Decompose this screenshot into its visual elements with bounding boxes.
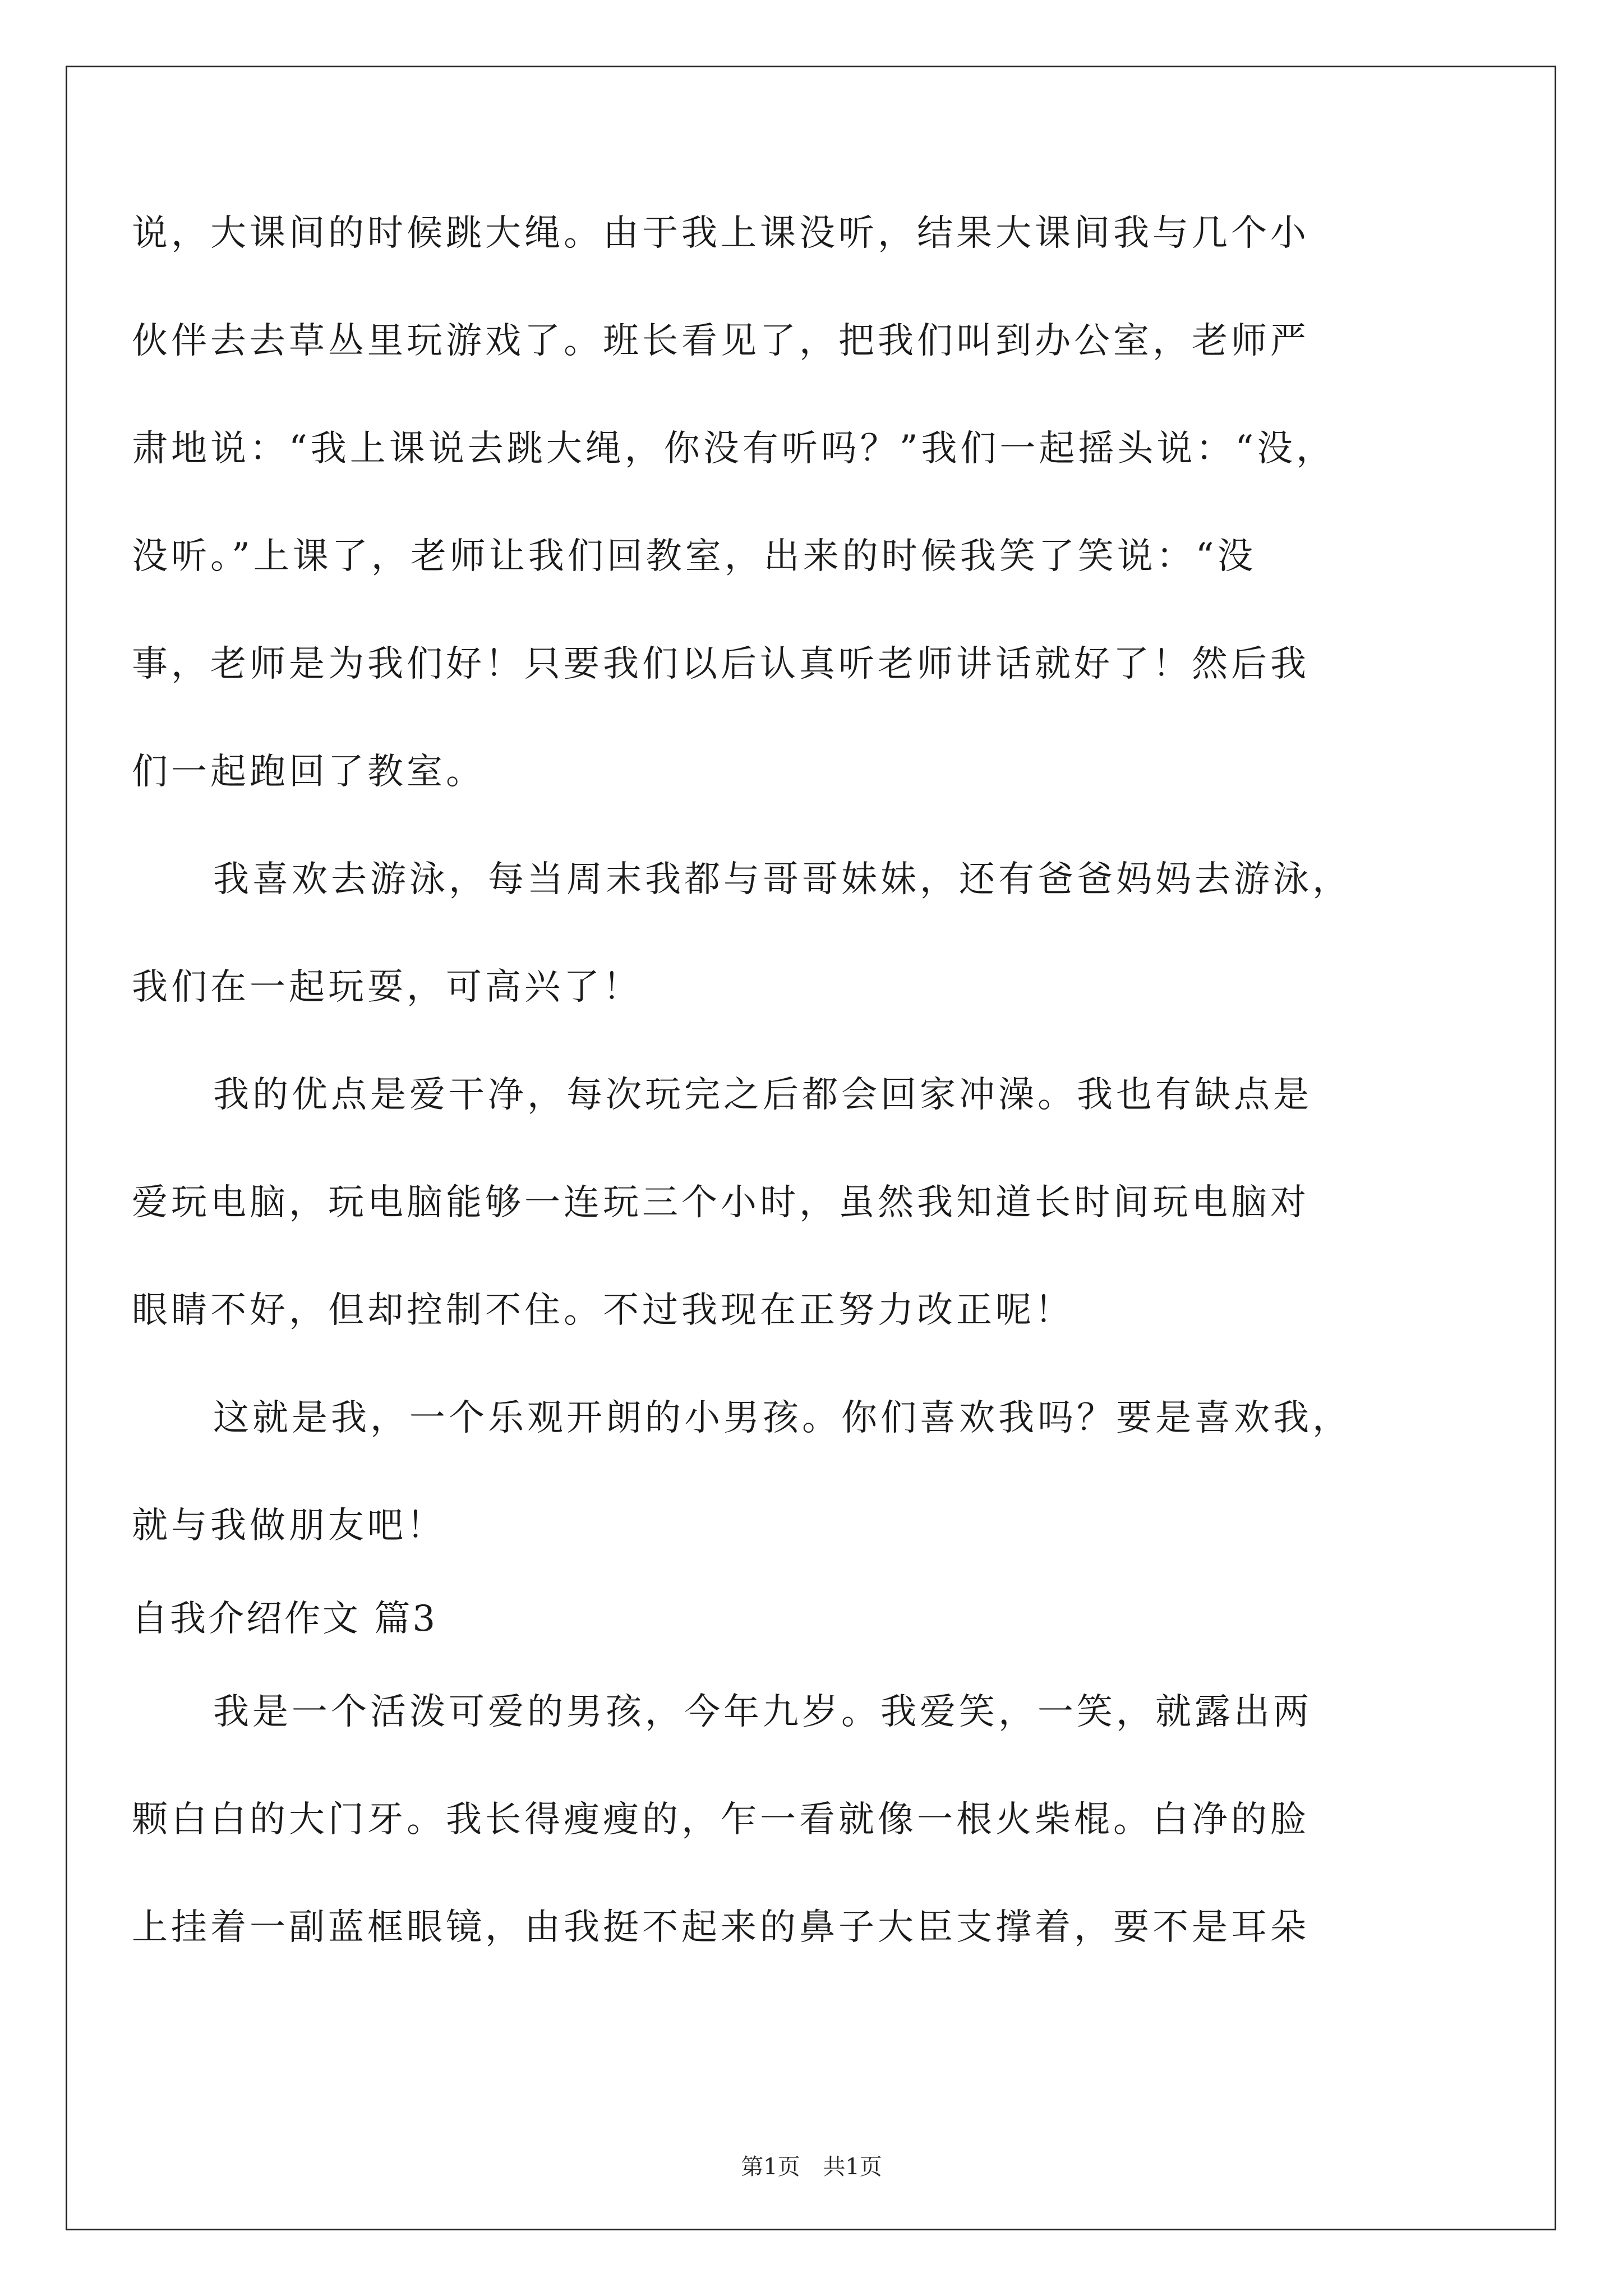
page-total: 共1页 — [823, 2154, 882, 2180]
document-body — [132, 206, 1495, 1954]
paragraph — [132, 853, 1495, 1014]
text-line: 我的优点是爱干净，每次玩完之后都会回家冲澡。我也有缺点是 — [213, 1074, 1312, 1116]
text-line: 事，老师是为我们好！只要我们以后认真听老师讲话就好了！然后我 — [132, 643, 1310, 685]
text-line: 这就是我，一个乐观开朗的小男孩。你们喜欢我吗？要是喜欢我， — [213, 1397, 1352, 1439]
paragraph — [132, 1685, 1495, 1954]
text-line: 我们在一起玩耍，可高兴了！ — [132, 967, 642, 1008]
text-line: 就与我做朋友吧！ — [132, 1505, 446, 1547]
section-heading: 自我介绍作文 篇3 — [132, 1598, 438, 1640]
text-line: 爱玩电脑，玩电脑能够一连玩三个小时，虽然我知道长时间玩电脑对 — [132, 1182, 1310, 1223]
text-line: 上挂着一副蓝框眼镜，由我挺不起来的鼻子大臣支撑着，要不是耳朵 — [132, 1907, 1310, 1948]
paragraph — [132, 1391, 1495, 1553]
text-line: 颗白白的大门牙。我长得瘦瘦的，乍一看就像一根火柴棍。白净的脸 — [132, 1799, 1310, 1841]
text-line: 说，大课间的时候跳大绳。由于我上课没听，结果大课间我与几个小 — [132, 213, 1310, 254]
text-line: 肃地说：“我上课说去跳大绳，你没有听吗？”我们一起摇头说：“没， — [132, 428, 1336, 470]
text-line: 伙伴去去草丛里玩游戏了。班长看见了，把我们叫到办公室，老师严 — [132, 320, 1310, 362]
text-line: 们一起跑回了教室。 — [132, 751, 485, 793]
page-footer — [0, 2153, 1623, 2181]
paragraph — [132, 206, 1495, 799]
text-line: 我喜欢去游泳，每当周末我都与哥哥妹妹，还有爸爸妈妈去游泳， — [213, 859, 1352, 900]
page-number: 第1页 — [741, 2154, 800, 2180]
text-line: 没听。”上课了，老师让我们回教室，出来的时候我笑了笑说：“没 — [132, 536, 1257, 577]
text-line: 眼睛不好，但却控制不住。不过我现在正努力改正呢！ — [132, 1290, 1074, 1331]
paragraph — [132, 1068, 1495, 1337]
text-line: 我是一个活泼可爱的男孩，今年九岁。我爱笑，一笑，就露出两 — [213, 1691, 1312, 1733]
